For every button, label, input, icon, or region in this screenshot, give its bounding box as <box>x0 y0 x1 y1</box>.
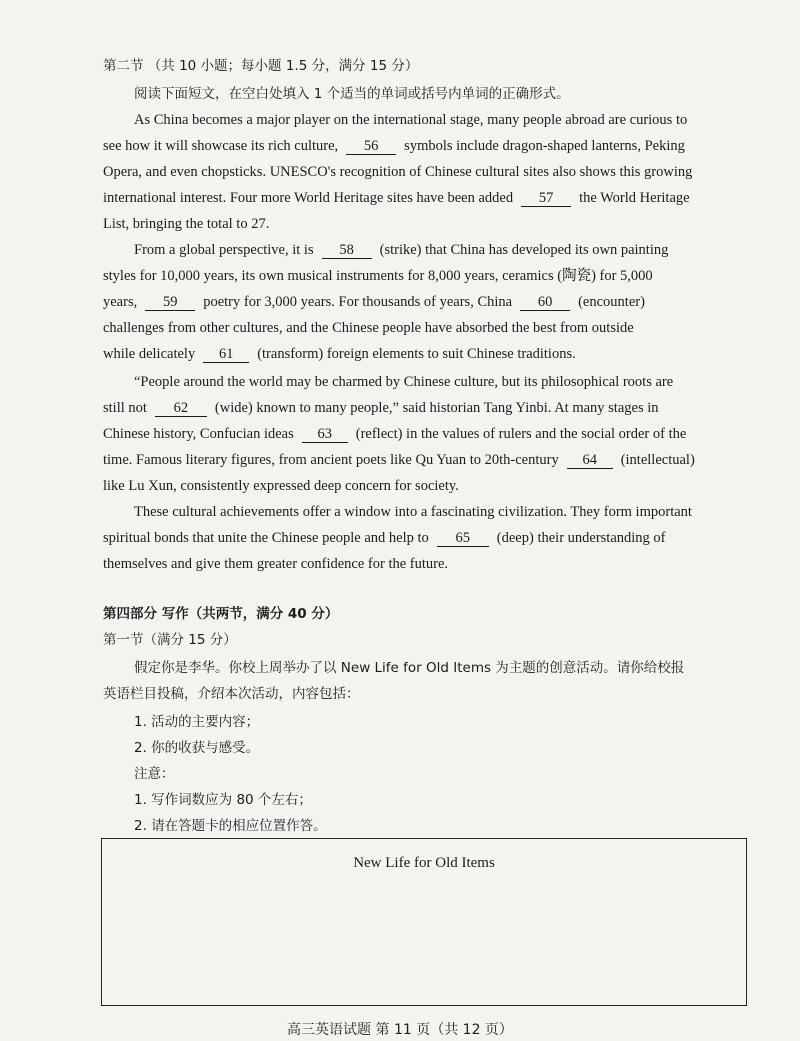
section-instruction: 阅读下面短文，在空白处填入 1 个适当的单词或括号内单词的正确形式。 <box>134 86 570 102</box>
writing-title: New Life for Old Items <box>353 855 495 871</box>
p1-line5: List, bringing the total to 27. <box>103 216 270 232</box>
p2-line5 <box>103 344 743 364</box>
p2-line1 <box>134 240 774 260</box>
p3-line5: like Lu Xun, consistently expressed deep concern for society. <box>103 478 459 494</box>
text: years, <box>103 294 138 310</box>
text: spiritual bonds that unite the Chinese people and help to <box>103 530 429 546</box>
blank-59[interactable]: 59 <box>145 294 195 311</box>
note-label: 注意： <box>134 766 175 782</box>
p1-line3: Opera, and even chopsticks. UNESCO's recognition of Chinese cultural sites also shows this growing <box>103 164 693 180</box>
writing-prompt-line1: 假定你是李华。你校上周举办了以 New Life for Old Items 为主题的创意活动。请你给校报 <box>134 660 685 676</box>
p1-line4 <box>103 188 743 208</box>
p4-line1: These cultural achievements offer a window into a fascinating civilization. They form important <box>134 504 692 520</box>
text: (strike) that China has developed its own painting <box>379 242 669 258</box>
text: (encounter) <box>578 294 645 310</box>
p3-line3 <box>103 424 743 444</box>
section-header: 第二节 （共 10 小题；每小题 1.5 分，满分 15 分） <box>103 58 419 74</box>
text: (reflect) in the values of rulers and the social order of the <box>355 426 687 442</box>
p1-line1: As China becomes a major player on the international stage, many people abroad are curious to <box>134 112 688 128</box>
blank-65[interactable]: 65 <box>437 530 489 547</box>
text: Chinese history, Confucian ideas <box>103 426 294 442</box>
p2-line2: styles for 10,000 years, its own musical instruments for 8,000 years, ceramics (陶瓷) for 5,000 <box>103 268 653 284</box>
text: poetry for 3,000 years. For thousands of years, China <box>203 294 513 310</box>
blank-60[interactable]: 60 <box>520 294 570 311</box>
text: while delicately <box>103 346 196 362</box>
writing-answer-box[interactable] <box>101 838 747 1006</box>
writing-prompt-line2: 英语栏目投稿，介绍本次活动，内容包括： <box>103 686 360 702</box>
text: see how it will showcase its rich culture, <box>103 138 339 154</box>
blank-64[interactable]: 64 <box>567 452 613 469</box>
text: international interest. Four more World Heritage sites have been added <box>103 190 514 206</box>
text: the World Heritage <box>579 190 690 206</box>
p2-line4: challenges from other cultures, and the Chinese people have absorbed the best from outside <box>103 320 634 336</box>
note-2: 2. 请在答题卡的相应位置作答。 <box>134 818 327 834</box>
blank-56[interactable]: 56 <box>346 138 396 155</box>
p1-line2 <box>103 136 743 156</box>
blank-61[interactable]: 61 <box>203 346 249 363</box>
requirement-2: 2. 你的收获与感受。 <box>134 740 260 756</box>
text: (intellectual) <box>620 452 695 468</box>
requirement-1: 1. 活动的主要内容； <box>134 714 260 730</box>
p4-line2 <box>103 528 743 548</box>
p2-line3 <box>103 292 743 312</box>
text: symbols include dragon-shaped lanterns, Peking <box>404 138 685 154</box>
part4-header: 第四部分 写作（共两节，满分 40 分） <box>103 606 339 622</box>
note-1: 1. 写作词数应为 80 个左右； <box>134 792 312 808</box>
text: (transform) foreign elements to suit Chinese traditions. <box>257 346 576 362</box>
text: From a global perspective, it is <box>134 242 314 258</box>
text: (deep) their understanding of <box>496 530 666 546</box>
part4-subheader: 第一节（满分 15 分） <box>103 632 237 648</box>
blank-58[interactable]: 58 <box>322 242 372 259</box>
text: (wide) known to many people,” said historian Tang Yinbi. At many stages in <box>214 400 659 416</box>
page-footer: 高三英语试题 第 11 页（共 12 页） <box>287 1022 513 1038</box>
p3-line1: “People around the world may be charmed by Chinese culture, but its philosophical roots are <box>134 374 674 390</box>
p3-line2 <box>103 398 743 418</box>
blank-57[interactable]: 57 <box>521 190 571 207</box>
p3-line4 <box>103 450 743 470</box>
p4-line3: themselves and give them greater confidence for the future. <box>103 556 449 572</box>
text: time. Famous literary figures, from ancient poets like Qu Yuan to 20th-century <box>103 452 559 468</box>
blank-62[interactable]: 62 <box>155 400 207 417</box>
text: still not <box>103 400 147 416</box>
blank-63[interactable]: 63 <box>302 426 348 443</box>
